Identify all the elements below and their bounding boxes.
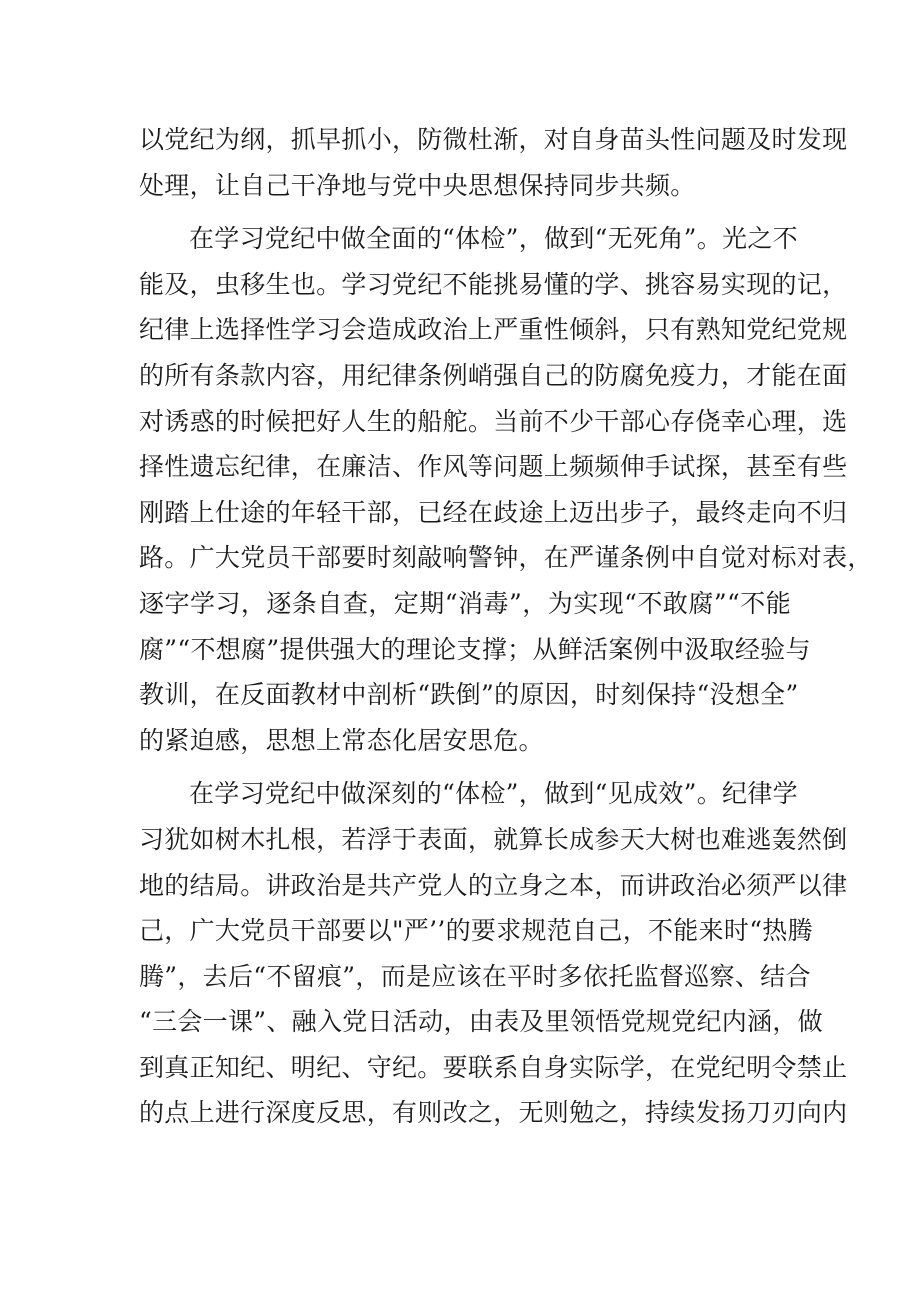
text-line: 的所有条款内容，用纪律条例峭强自己的防腐免疫力，才能在面 xyxy=(139,360,848,390)
document-body xyxy=(139,117,873,1136)
text-line: 逐字学习，逐条自查，定期“消毒”，为实现“不敢腐”“不能 xyxy=(139,588,791,618)
text-line: 的紧迫感，思想上常态化居安思危。 xyxy=(139,725,544,755)
text-line: 处理，让自己干净地与党中央思想保持同步共频。 xyxy=(139,170,696,200)
text-line: 教训，在反面教材中剖析“跌倒”的原因，时刻保持“没想全” xyxy=(139,680,799,710)
text-line: 地的结局。讲政治是共产党人的立身之本，而讲政治必须严以律 xyxy=(139,870,848,900)
text-line: 在学习党纪中做深刻的“体检”，做到“见成效”。纪律学 xyxy=(189,779,798,809)
text-line: 对诱惑的时候把好人生的船舵。当前不少干部心存侥幸心理，选 xyxy=(139,406,848,436)
text-line: 到真正知纪、明纪、守纪。要联系自身实际学，在党纪明令禁止 xyxy=(139,1052,848,1082)
text-line: “三会一课”、融入党日活动，由表及里领悟党规党纪内涵，做 xyxy=(139,1007,823,1037)
paragraph-2 xyxy=(139,216,873,763)
paragraph-gap xyxy=(139,763,791,771)
text-line: 路。广大党员干部要时刻敲响警钟，在严谨条例中自觉对标对表， xyxy=(139,543,873,573)
paragraph-1 xyxy=(139,117,848,208)
text-line: 刚踏上仕途的年轻干部，已经在歧途上迈出步子，最终走向不归 xyxy=(139,497,848,527)
paragraph-gap xyxy=(139,208,791,216)
text-line: 己，广大党员干部要以"严’’的要求规范自己，不能来时“热腾 xyxy=(139,916,813,946)
text-line: 习犹如树木扎根，若浮于表面，就算长成参天大树也难逃轰然倒 xyxy=(139,824,848,854)
text-line: 腾”，去后“不留痕”，而是应该在平时多依托监督巡察、结合 xyxy=(139,961,811,991)
text-line: 以党纪为纲，抓早抓小，防微杜渐，对自身苗头性问题及时发现 xyxy=(139,125,848,154)
text-line: 腐”“不想腐”提供强大的理论支撑；从鲜活案例中汲取经验与 xyxy=(139,634,811,664)
text-line: 在学习党纪中做全面的“体检”，做到“无死角”。光之不 xyxy=(189,224,798,254)
text-line: 择性遗忘纪律，在廉洁、作风等问题上频频伸手试探，甚至有些 xyxy=(139,452,848,482)
text-line: 能及，虫移生也。学习党纪不能挑易懂的学、挑容易实现的记， xyxy=(139,269,848,299)
text-line: 的点上进行深度反思，有则改之，无则勉之，持续发扬刀刃向内 xyxy=(139,1098,848,1128)
text-line: 纪律上选择性学习会造成政治上严重性倾斜，只有熟知党纪党规 xyxy=(139,315,848,345)
paragraph-3 xyxy=(139,771,848,1136)
